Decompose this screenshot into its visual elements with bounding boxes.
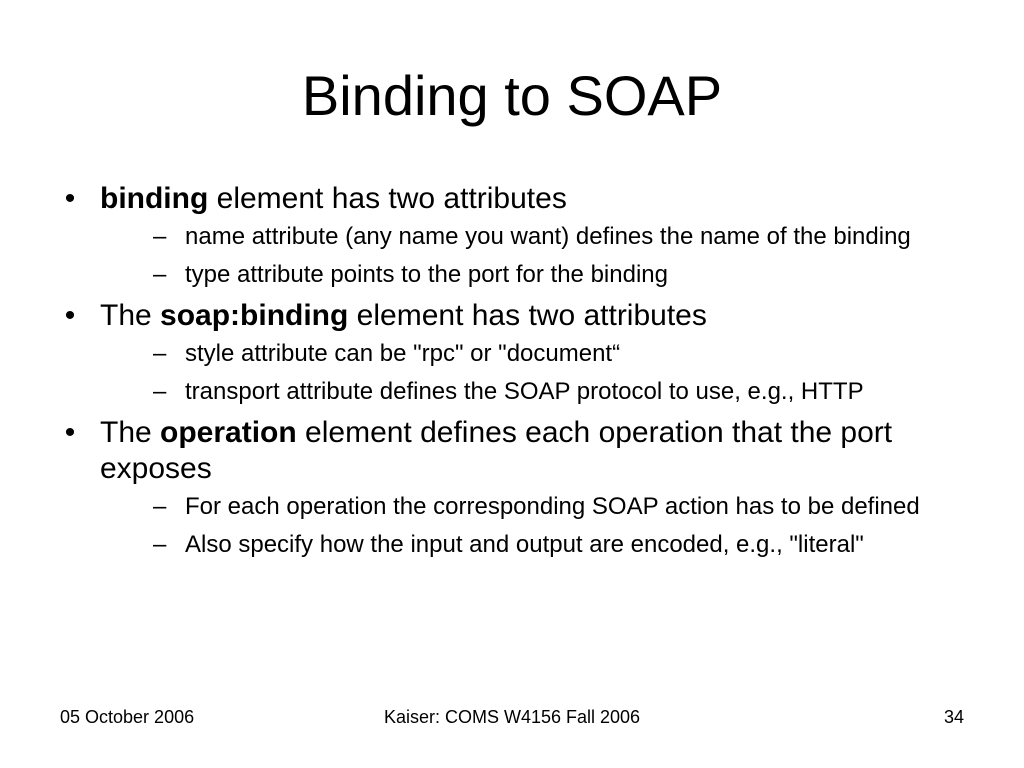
footer-page-number: 34 <box>943 707 964 727</box>
bullet-soap-binding <box>60 298 965 407</box>
sub-bullet-list <box>100 492 965 560</box>
sub-bullet-dash: – <box>153 261 167 288</box>
bullet-prefix: The <box>100 299 161 332</box>
bullet-marker: • <box>64 416 76 449</box>
sub-bullet-text: Also specify how the input and output are encoded, e.g., "literal" <box>185 531 864 558</box>
sub-bullet-text: style attribute can be "rpc" or "document“ <box>185 340 621 367</box>
bullet-prefix: The <box>100 416 161 449</box>
bullet-keyword: soap:binding <box>160 299 349 332</box>
footer-date: 05 October 2006 <box>60 707 195 727</box>
bullet-marker: • <box>64 299 76 332</box>
bullet-text: element has two attributes <box>348 299 707 332</box>
sub-bullet-text: type attribute points to the port for the binding <box>185 261 668 288</box>
sub-bullet-list <box>100 339 965 407</box>
sub-bullet <box>100 492 965 522</box>
sub-bullet-text: transport attribute defines the SOAP protocol to use, e.g., HTTP <box>185 378 864 405</box>
slide-title: Binding to SOAP <box>301 64 723 127</box>
sub-bullet <box>100 530 965 560</box>
sub-bullet-dash: – <box>153 340 167 367</box>
sub-bullet <box>100 260 965 290</box>
bullet-binding <box>60 181 965 290</box>
sub-bullet-dash: – <box>153 531 167 558</box>
bullet-marker: • <box>64 182 76 215</box>
bullet-text: element defines each operation that the port exposes <box>100 416 893 485</box>
sub-bullet-list <box>100 222 965 290</box>
slide-content <box>60 181 965 568</box>
footer-course: Kaiser: COMS W4156 Fall 2006 <box>383 707 641 727</box>
bullet-text: element has two attributes <box>208 182 567 215</box>
sub-bullet <box>100 377 965 407</box>
sub-bullet-dash: – <box>153 378 167 405</box>
sub-bullet-dash: – <box>153 493 167 520</box>
sub-bullet <box>100 339 965 369</box>
sub-bullet-dash: – <box>153 223 167 250</box>
sub-bullet-text: For each operation the corresponding SOAP action has to be defined <box>185 493 920 520</box>
sub-bullet-text: name attribute (any name you want) defines the name of the binding <box>185 223 911 250</box>
sub-bullet <box>100 222 965 252</box>
bullet-operation <box>60 415 965 560</box>
bullet-keyword: operation <box>160 416 297 449</box>
bullet-keyword: binding <box>100 182 209 215</box>
